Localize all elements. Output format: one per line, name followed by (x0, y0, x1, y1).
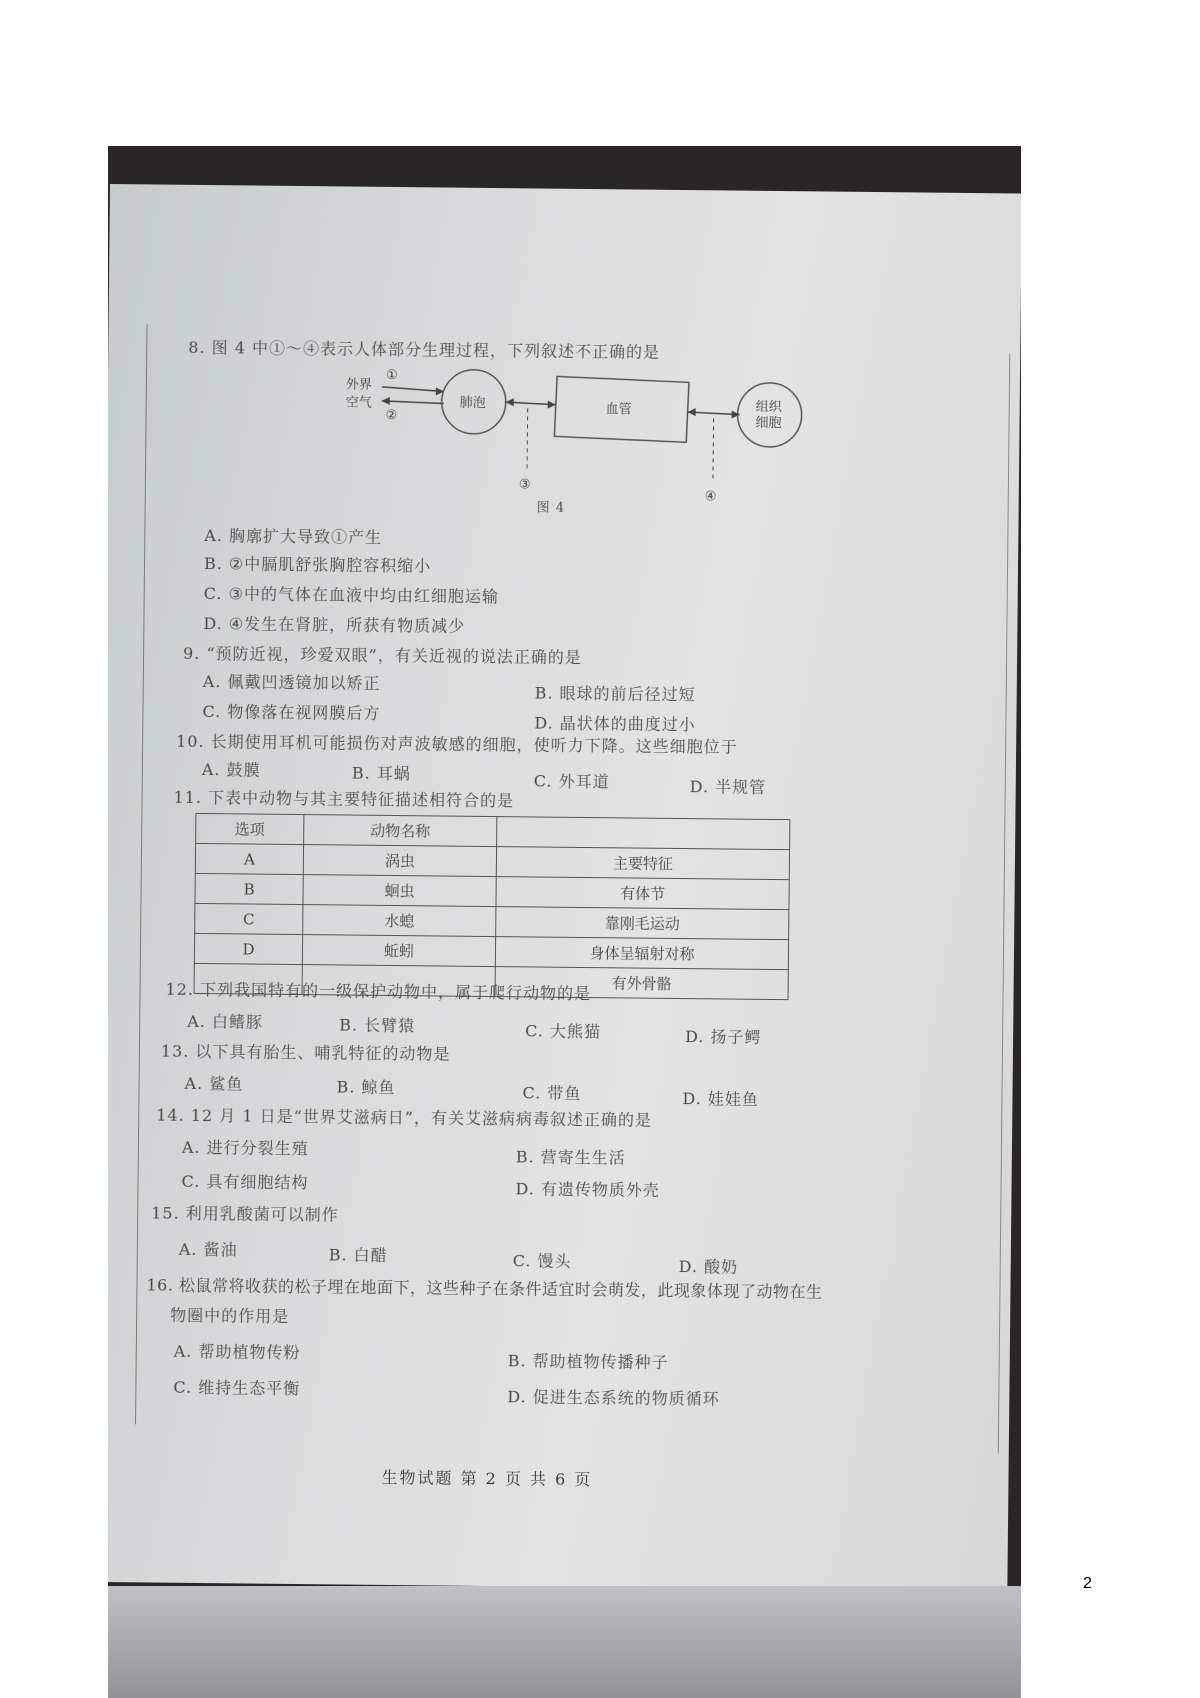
page-number: 2 (1083, 1575, 1092, 1592)
outside-air-label-1: 外界 (345, 377, 373, 393)
q9-option-c: C. 物像落在视网膜后方 (202, 701, 381, 723)
q11-stem: 11. 下表中动物与其主要特征描述相符合的是 (173, 787, 515, 811)
arrow-out (382, 401, 444, 404)
q16-option-a: A. 帮助植物传粉 (173, 1341, 301, 1363)
table-cell: B (195, 873, 303, 904)
q11-table (194, 813, 791, 1000)
q12-stem: 12. 下列我国特有的一级保护动物中，属于爬行动物的是 (165, 979, 592, 1004)
q16-option-b: B. 帮助植物传播种子 (507, 1351, 669, 1372)
table-header-option: 选项 (196, 813, 304, 844)
q15-option-d: D. 酸奶 (678, 1257, 739, 1277)
q8-option-c: C. ③中的气体在血液中均由红细胞运输 (203, 584, 500, 607)
q15-option-a: A. 酱油 (178, 1239, 238, 1260)
q13-option-a: A. 鲨鱼 (184, 1073, 244, 1094)
n3-label: ③ (518, 477, 531, 493)
q9-option-d: D. 晶状体的曲度过小 (534, 713, 696, 735)
q16-stem-line1: 16. 松鼠常将收获的松子埋在地面下，这些种子在条件适宜时会萌发，此现象体现了动物在生 (146, 1275, 823, 1302)
n2-label: ② (385, 407, 398, 424)
table-cell: 涡虫 (303, 845, 496, 877)
n4-dash (713, 418, 714, 478)
right-margin-line (998, 353, 1011, 1453)
q8-stem: 8. 图 4 中①～④表示人体部分生理过程，下列叙述不正确的是 (188, 337, 661, 362)
q14-option-a: A. 进行分裂生殖 (181, 1137, 309, 1159)
q13-stem: 13. 以下具有胎生、哺乳特征的动物是 (160, 1041, 451, 1064)
q12-option-d: D. 扬子鳄 (685, 1027, 762, 1047)
table-cell: 靠刚毛运动 (496, 907, 789, 940)
table-cell: C (195, 903, 303, 934)
q8-diagram (337, 356, 809, 511)
q14-stem: 14. 12 月 1 日是“世界艾滋病日”，有关艾滋病病毒叙述正确的是 (156, 1105, 653, 1130)
q13-option-b: B. 鲸鱼 (336, 1077, 396, 1098)
tissue-label-1: 组织 (755, 399, 782, 416)
exam-sheet (108, 184, 1021, 1591)
blood-arrow-head (548, 401, 556, 409)
q15-option-b: B. 白醋 (328, 1245, 388, 1265)
n1-label: ① (385, 367, 398, 384)
tissue-label-2: 细胞 (755, 415, 782, 432)
table-header-feature (497, 817, 790, 850)
q13-option-d: D. 娃娃鱼 (682, 1089, 759, 1109)
table-cell: 蚯蚓 (302, 935, 495, 967)
q10-option-b: B. 耳蜗 (351, 763, 411, 784)
q16-option-c: C. 维持生态平衡 (173, 1377, 301, 1399)
q8-option-d: D. ④发生在肾脏，所获有物质减少 (203, 614, 466, 636)
q16-option-d: D. 促进生态系统的物质循环 (507, 1387, 720, 1409)
q8-option-b: B. ②中膈肌舒张胸腔容积缩小 (203, 554, 432, 576)
q10-stem: 10. 长期使用耳机可能损伤对声波敏感的细胞，使听力下降。这些细胞位于 (176, 731, 738, 757)
table-cell: 主要特征 (496, 847, 789, 880)
table-cell: 有体节 (496, 877, 789, 910)
q14-option-b: B. 营寄生生活 (515, 1147, 626, 1168)
q9-stem: 9. “预防近视，珍爱双眼”，有关近视的说法正确的是 (182, 643, 582, 667)
table-cell: 水螅 (303, 905, 496, 937)
q10-option-c: C. 外耳道 (533, 771, 610, 792)
q12-option-a: A. 白鳍豚 (187, 1011, 264, 1032)
sheet-shadow (108, 1586, 1021, 1698)
q14-option-d: D. 有遗传物质外壳 (515, 1179, 661, 1200)
q14-option-c: C. 具有细胞结构 (181, 1171, 309, 1193)
table-header-animal: 动物名称 (304, 815, 497, 847)
exam-photo (108, 146, 1021, 1698)
q9-option-a: A. 佩戴凹透镜加以矫正 (202, 671, 381, 693)
q12-option-c: C. 大熊猫 (525, 1021, 602, 1042)
table-cell: 身体呈辐射对称 (495, 937, 788, 970)
figure-caption: 图 4 (536, 500, 566, 516)
n4-label: ④ (704, 489, 717, 505)
table-cell: 有外骨骼 (495, 967, 788, 1000)
q15-stem: 15. 利用乳酸菌可以制作 (151, 1203, 339, 1225)
arrow-out-head (382, 397, 390, 405)
table-cell: A (195, 843, 303, 874)
q10-option-d: D. 半规管 (689, 777, 767, 797)
q15-option-c: C. 馒头 (512, 1251, 572, 1271)
page-footer: 生物试题 第 2 页 共 6 页 (381, 1467, 593, 1490)
q16-stem-line2: 物圈中的作用是 (170, 1305, 290, 1326)
q10-option-a: A. 鼓膜 (201, 759, 261, 780)
n3-dash (527, 408, 528, 468)
arrow-in (382, 387, 444, 392)
blood-label: 血管 (605, 402, 632, 418)
q13-option-c: C. 带鱼 (522, 1083, 582, 1103)
table-cell: D (194, 933, 302, 964)
tissue-arrow-head-left (688, 408, 696, 416)
left-margin-line (135, 324, 148, 1424)
outside-air-label-2: 空气 (345, 395, 372, 411)
q8-option-a: A. 胸廓扩大导致①产生 (204, 526, 383, 547)
alveoli-label: 肺泡 (459, 395, 486, 411)
q12-option-b: B. 长臂猿 (339, 1015, 416, 1036)
q9-option-b: B. 眼球的前后径过短 (534, 683, 696, 705)
table-cell: 蛔虫 (303, 875, 496, 907)
alveoli-arrow-head (506, 398, 514, 406)
